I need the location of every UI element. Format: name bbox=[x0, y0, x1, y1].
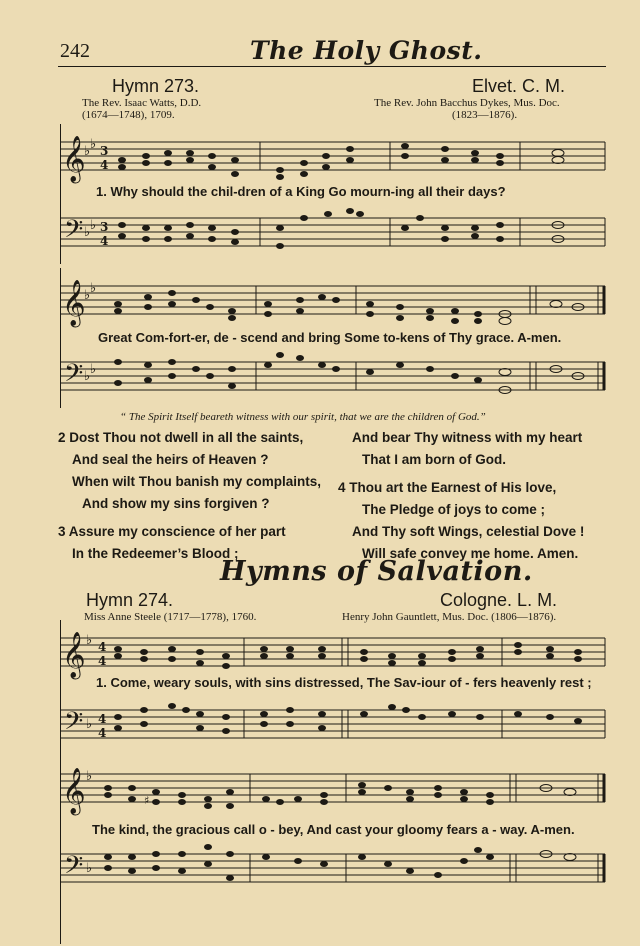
hymn-274-author: Miss Anne Steele (1717—1778), 1760. bbox=[84, 611, 257, 623]
svg-text:♭: ♭ bbox=[86, 633, 93, 648]
verse-line: When wilt Thou banish my complaints, bbox=[72, 474, 322, 489]
bass-clef-icon bbox=[64, 707, 83, 742]
hymn-273-number: Hymn 273. bbox=[112, 76, 200, 96]
hymn-273-lyric-line-2: Great Com-fort-er, de - scend and bring Some to-kens of Thy grace. A-men. bbox=[98, 330, 562, 345]
svg-text:𝄞: 𝄞 bbox=[62, 768, 86, 814]
hymn-274-number: Hymn 274. bbox=[86, 590, 174, 610]
svg-text:♭: ♭ bbox=[90, 362, 97, 377]
svg-text:♭: ♭ bbox=[90, 218, 97, 233]
svg-text:♭: ♭ bbox=[84, 288, 91, 303]
svg-text:♭: ♭ bbox=[86, 861, 93, 876]
svg-text:4: 4 bbox=[100, 234, 109, 248]
verse-line: That I am born of God. bbox=[362, 452, 506, 467]
hymn-274-lyric-line-2: The kind, the gracious call o - bey, And cast your gloomy fears a - way. A-men. bbox=[92, 822, 575, 837]
hymn-274-composer: Henry John Gauntlett, Mus. Doc. (1806—1876). bbox=[342, 611, 557, 623]
svg-text:♭: ♭ bbox=[90, 137, 97, 152]
treble-clef-icon bbox=[62, 768, 86, 816]
verse-line: 3 Assure my conscience of her part bbox=[58, 524, 286, 539]
hymn-273-verses-left bbox=[58, 427, 321, 565]
svg-text:𝄞: 𝄞 bbox=[62, 280, 86, 326]
svg-text:4: 4 bbox=[98, 712, 107, 726]
treble-clef-icon bbox=[62, 136, 86, 184]
svg-text:𝄢: 𝄢 bbox=[64, 707, 84, 742]
svg-text:𝄞: 𝄞 bbox=[62, 632, 86, 678]
svg-text:♭: ♭ bbox=[86, 769, 93, 784]
svg-text:𝄢: 𝄢 bbox=[64, 359, 84, 394]
verse-line: 4 Thou art the Earnest of His love, bbox=[338, 480, 557, 495]
treble-clef-icon bbox=[62, 632, 86, 680]
hymn-273-author-dates: (1674—1748), 1709. bbox=[82, 109, 175, 121]
treble-clef-icon bbox=[62, 280, 86, 328]
svg-text:♯: ♯ bbox=[144, 794, 150, 807]
bass-clef-icon bbox=[64, 359, 83, 394]
hymn-273-author: The Rev. Isaac Watts, D.D. bbox=[82, 97, 202, 109]
verse-line: And seal the heirs of Heaven ? bbox=[72, 452, 269, 467]
section-title: Hymns of Salvation. bbox=[220, 556, 533, 587]
verse-line: And bear Thy witness with my heart bbox=[352, 430, 583, 445]
running-title: The Holy Ghost. bbox=[250, 36, 483, 65]
svg-text:♭: ♭ bbox=[90, 281, 97, 296]
scripture-quote: “ The Spirit Itself beareth witness with our spirit, that we are the children of God.” bbox=[120, 411, 486, 423]
verse-line: Will safe convey me home. Amen. bbox=[362, 546, 579, 561]
hymn-273-composer: The Rev. John Bacchus Dykes, Mus. Doc. bbox=[374, 97, 560, 109]
svg-text:♭: ♭ bbox=[86, 717, 93, 732]
hymn-273-lyric-line-1: 1. Why should the chil-dren of a King Go mourn-ing all their days? bbox=[96, 184, 506, 199]
svg-text:4: 4 bbox=[100, 158, 109, 172]
svg-text:3: 3 bbox=[100, 144, 109, 158]
svg-text:♭: ♭ bbox=[84, 144, 91, 159]
verse-line: 2 Dost Thou not dwell in all the saints, bbox=[58, 430, 304, 445]
header-rule bbox=[58, 66, 606, 67]
svg-text:4: 4 bbox=[98, 654, 107, 668]
hymn-274-lyric-line-1: 1. Come, weary souls, with sins distressed, The Sav-iour of - fers heavenly rest ; bbox=[96, 675, 592, 690]
hymn-273-verses-right bbox=[338, 427, 584, 565]
svg-text:4: 4 bbox=[98, 640, 107, 654]
verse-line: And show my sins forgiven ? bbox=[82, 496, 270, 511]
svg-text:♭: ♭ bbox=[84, 225, 91, 240]
verse-line: And Thy soft Wings, celestial Dove ! bbox=[352, 524, 585, 539]
verse-line: In the Redeemer’s Blood ; bbox=[72, 546, 239, 561]
svg-text:4: 4 bbox=[98, 726, 107, 740]
bass-clef-icon bbox=[64, 851, 83, 886]
hymn-273-tune: Elvet. C. M. bbox=[472, 76, 566, 96]
page-number: 242 bbox=[60, 40, 90, 62]
svg-text:𝄢: 𝄢 bbox=[64, 851, 84, 886]
verse-line: The Pledge of joys to come ; bbox=[362, 502, 546, 517]
svg-text:♭: ♭ bbox=[84, 369, 91, 384]
bass-clef-icon bbox=[64, 215, 83, 250]
svg-text:𝄞: 𝄞 bbox=[62, 136, 86, 182]
hymn-273-composer-dates: (1823—1876). bbox=[452, 109, 518, 121]
svg-text:𝄢: 𝄢 bbox=[64, 215, 84, 250]
hymn-274-system-2 bbox=[60, 756, 608, 944]
svg-text:3: 3 bbox=[100, 220, 109, 234]
hymn-274-tune: Cologne. L. M. bbox=[440, 590, 558, 610]
